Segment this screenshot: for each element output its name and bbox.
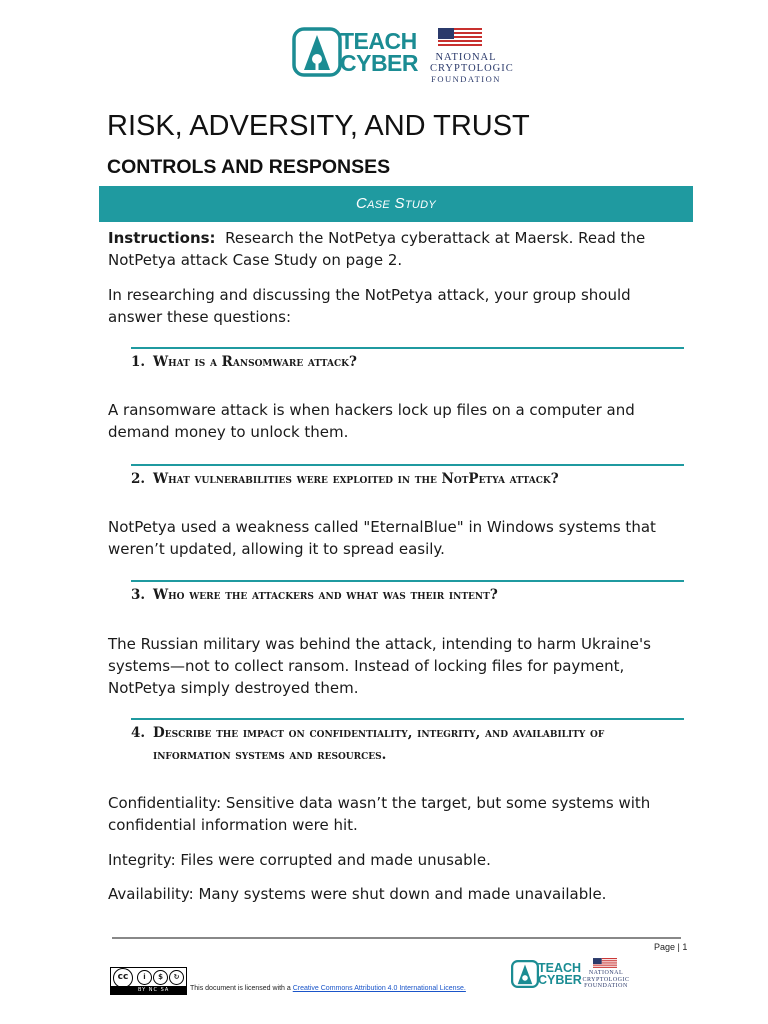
footer-ncf-line2: CRYPTOLOGIC [582,976,630,983]
ncf-line1: NATIONAL [435,52,497,63]
question-divider [131,347,684,349]
cc-icon: cc [113,968,133,988]
question-text: Describe the impact on confidentiality, integrity, and availability of information systems and resources. [153,725,605,763]
question-divider [131,464,684,466]
logo-cyber-text: CYBER [340,50,419,76]
instructions-text: Research the NotPetya cyberattack at Maersk. Read the NotPetya attack Case Study on page 2. [108,229,646,269]
footer-logo-wordmark [538,962,582,986]
teach-cyber-a-icon [292,27,342,77]
page-number: Page | 1 [654,942,688,952]
section-banner [99,186,693,222]
cc-badge-label: BY NC SA [111,986,186,994]
instructions [108,227,688,271]
license-notice [190,985,466,992]
answer-1: A ransomware attack is when hackers lock up files on a computer and demand money to unlock them. [108,401,635,441]
question-divider [131,718,684,720]
sa-icon: ↻ [169,970,184,985]
answer-2: NotPetya used a weakness called "EternalBlue" in Windows systems that weren’t updated, allowing it to spread easily. [108,518,656,558]
footer-us-flag-icon [593,958,617,969]
footer-ncf-line3: FOUNDATION [584,983,628,989]
footer-ncf-line1: NATIONAL [588,970,624,976]
ncf-line3: FOUNDATION [431,74,501,84]
logo-teach-text: TEACH [340,28,417,54]
question-text: What is a Ransomware attack? [153,354,357,370]
question-number: 2. [131,471,146,487]
answer-4-integrity: Integrity: Files were corrupted and made unusable. [108,851,491,869]
banner-text: Case Study [356,195,436,212]
ncf-line2: CRYPTOLOGIC [430,63,514,74]
us-flag-icon [438,28,482,48]
footer-logo-cyber: CYBER [538,973,582,987]
question-2 [131,468,691,490]
license-link[interactable]: Creative Commons Attribution 4.0 International License. [292,985,466,992]
question-1 [131,351,691,373]
question-number: 1. [131,354,146,370]
question-text: What vulnerabilities were exploited in the NotPetya attack? [153,471,559,487]
question-text: Who were the attackers and what was their intent? [153,587,498,603]
nc-icon: $ [153,970,168,985]
page-title: RISK, ADVERSITY, AND TRUST [107,110,530,142]
question-number: 4. [131,725,146,741]
footer-divider [112,937,681,939]
question-4 [131,722,671,766]
logo-wordmark [340,30,418,74]
answer-4-availability: Availability: Many systems were shut down and made unavailable. [108,885,607,903]
ncf-wordmark [430,52,514,85]
creative-commons-badge [110,967,187,995]
answer-3: The Russian military was behind the attack, intending to harm Ukraine's systems—not to collect ransom. Instead of locking files for payment, NotPetya simply destroyed them. [108,635,651,697]
question-number: 3. [131,587,146,603]
question-divider [131,580,684,582]
footer-ncf-wordmark [578,970,634,990]
footer-teach-cyber-icon [511,960,539,988]
by-icon: i [137,970,152,985]
intro-text: In researching and discussing the NotPetya attack, your group should answer these questions: [108,286,631,326]
page-subtitle: CONTROLS AND RESPONSES [107,156,391,178]
question-3 [131,584,691,606]
license-prefix: This document is licensed with a [190,985,291,992]
answer-4-confidentiality: Confidentiality: Sensitive data wasn’t the target, but some systems with confidential information were hit. [108,794,651,834]
instructions-label: Instructions: [108,229,216,247]
footer-logo-teach: TEACH [538,961,582,975]
